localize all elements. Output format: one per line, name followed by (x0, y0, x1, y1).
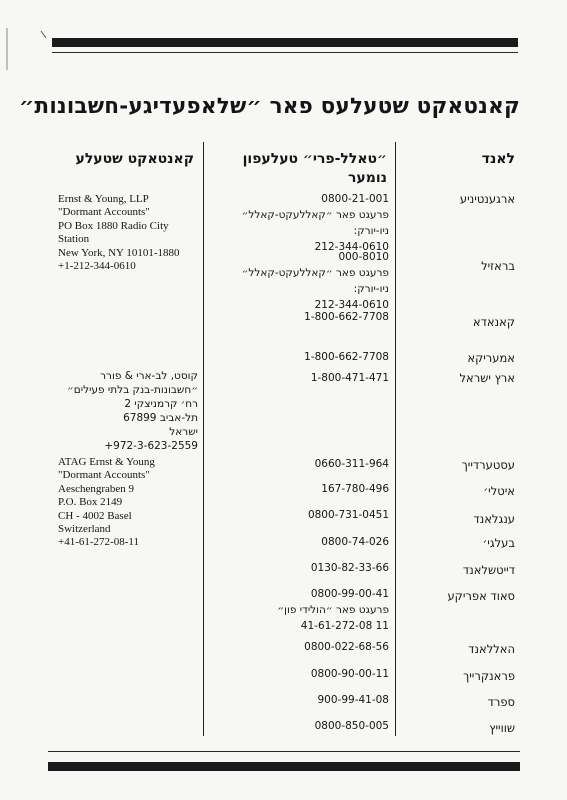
phone-number: 0800-21-001 (321, 193, 389, 205)
country-austria: עסטערדייך (461, 458, 515, 472)
phone-england (214, 507, 389, 523)
phone-south-africa (214, 586, 389, 634)
phone-number: 1-800-471-471 (310, 372, 389, 384)
contact-line: רח׳ קרמניצקי 2 (124, 398, 198, 410)
top-rule-thick (52, 38, 518, 47)
bottom-rule-thin (48, 751, 520, 752)
contact-kost-levari-forer (60, 369, 198, 453)
phone-canada (214, 309, 389, 325)
contact-line: ״חשבונות-בנק בלתי פעילים״ (67, 384, 198, 396)
contact-line: PO Box 1880 Radio City (58, 219, 169, 232)
contact-line: +1-212-344-0610 (58, 260, 136, 273)
phone-usa (214, 349, 389, 365)
phone-switzerland (214, 718, 389, 734)
scan-speck (40, 30, 48, 40)
column-divider-left (203, 142, 204, 736)
contact-line: CH - 4002 Basel (58, 509, 132, 522)
phone-number: 900-99-41-08 (317, 694, 389, 706)
phone-number: 167-780-496 (321, 483, 389, 495)
contact-line: New York, NY 10101-1880 (58, 246, 180, 259)
country-holland: האללאנד (468, 642, 515, 656)
contact-line: ישראל (169, 426, 198, 438)
top-rule-thin (52, 52, 518, 53)
contact-line: "Dormant Accounts" (58, 469, 150, 482)
contact-line: +972-3-623-2559 (104, 440, 198, 452)
phone-number: 0130-82-33-66 (310, 562, 389, 574)
phone-number: 0800-850-005 (314, 720, 389, 732)
country-spain: ספרד (487, 695, 515, 709)
country-brazil: בראזיל (481, 259, 515, 273)
phone-germany (214, 560, 389, 576)
country-england: ענגלאנד (473, 512, 515, 526)
header-country: לאנד (481, 151, 515, 167)
phone-number: 0800-731-0451 (307, 509, 389, 521)
phone-number: 1-800-662-7708 (304, 351, 389, 363)
contact-line: Aeschengraben 9 (58, 482, 135, 495)
country-italy: איטלי׳ (483, 484, 515, 498)
page-title: קאנטאקט שטעלעס פאר ״שלאפעדיגע-חשבונות״ (18, 94, 520, 119)
country-south-africa: סאוד אפריקע (447, 589, 515, 603)
phone-belgium (214, 534, 389, 550)
contact-ernst-young-ny (58, 193, 180, 273)
country-canada: קאנאדא (472, 315, 515, 329)
phone-number: 0800-90-00-11 (310, 668, 389, 680)
phone-number: 41-61-272-08 11 (300, 620, 389, 632)
phone-israel (214, 370, 389, 386)
phone-number: 0800-74-026 (321, 536, 389, 548)
phone-number: 212-344-0610 (314, 241, 389, 253)
contact-line: "Dormant Accounts" (58, 206, 150, 219)
phone-note: פרעגט פאר ״הולידי פון״ (277, 604, 389, 616)
phone-spain (214, 692, 389, 708)
phone-number: 0800-022-68-56 (304, 641, 389, 653)
phone-holland (214, 639, 389, 655)
country-israel: ארץ ישראל (459, 371, 515, 385)
contact-line: Switzerland (58, 523, 111, 536)
country-argentina: ארגענטיניע (459, 192, 515, 206)
contact-line: קוסט, לב-ארי & פורר (100, 370, 198, 382)
contact-line: +41-61-272-08-11 (58, 536, 139, 549)
phone-argentina (214, 191, 389, 255)
phone-france (214, 666, 389, 682)
contact-line: Ernst & Young, LLP (58, 193, 149, 205)
country-belgium: בעלגי׳ (482, 536, 515, 550)
country-germany: דייטשלאנד (462, 563, 515, 577)
country-usa: אמעריקא (467, 351, 515, 365)
contact-atag-basel (58, 456, 155, 550)
contact-line: תל-אביב 67899 (123, 412, 198, 424)
phone-italy (214, 481, 389, 497)
phone-number: 1-800-662-7708 (304, 311, 389, 323)
phone-note: פרעגט פאר ״קאללעקט-קאלל״ ניו-יורק: (241, 267, 389, 295)
phone-number: 0800-99-00-41 (310, 588, 389, 600)
column-divider-right (395, 142, 396, 736)
phone-number: 000-8010 (338, 251, 389, 263)
contact-line: P.O. Box 2149 (58, 496, 123, 509)
contact-line: Station (58, 233, 90, 246)
phone-note: פרעגט פאר ״קאללעקט-קאלל״ ניו-יורק: (241, 209, 389, 237)
phone-brazil (214, 249, 389, 313)
contact-line: ATAG Ernst & Young (58, 456, 155, 468)
country-france: פראנקרייך (463, 669, 515, 683)
header-contact: קאנטאקט שטעלע (75, 151, 194, 167)
phone-number: 0660-311-964 (314, 458, 389, 470)
phone-austria (214, 456, 389, 472)
header-phone: ״טאלל-פרי״ טעלעפון נומער (242, 151, 387, 186)
scan-mark (6, 28, 8, 70)
phone-number: 212-344-0610 (314, 299, 389, 311)
country-switzerland: שווייץ (489, 721, 515, 735)
bottom-rule-thick (48, 762, 520, 771)
